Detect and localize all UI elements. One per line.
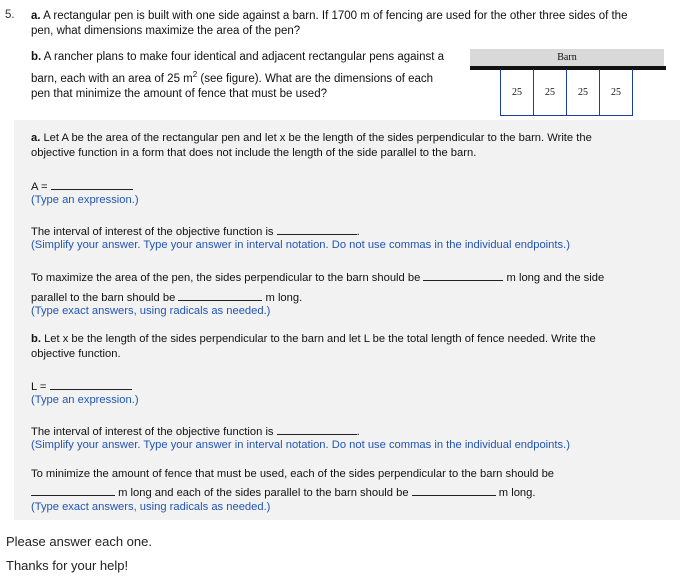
- a-max-text-4: m long.: [265, 292, 303, 304]
- b-min-text-2: m long and each of the sides parallel to the barn should be: [118, 487, 409, 499]
- b-interval-row: The interval of interest of the objective function is .: [31, 422, 360, 440]
- part-b-question-line1: [31, 50, 471, 65]
- a-tag: a.: [31, 132, 41, 144]
- a-objective-input[interactable]: [51, 177, 133, 190]
- a-intro-line1: [31, 131, 592, 146]
- part-b-question-line2: [31, 67, 471, 87]
- a-max-text-2: m long and the side: [506, 272, 605, 284]
- footer-line2: Thanks for your help!: [6, 558, 129, 573]
- part-a-question-line2: pen, what dimensions maximize the area of the pen?: [31, 25, 301, 37]
- pen-label-1: 25: [512, 87, 522, 98]
- a-perpendicular-input[interactable]: [423, 268, 503, 281]
- part-b-text-2a: barn, each with an area of 25 m: [31, 72, 193, 85]
- problem-number: 5.: [5, 9, 15, 21]
- a-parallel-input[interactable]: [178, 288, 262, 301]
- b-interval-text: The interval of interest of the objective function is: [31, 426, 274, 438]
- pen-label-3: 25: [578, 87, 588, 98]
- b-interval-input[interactable]: [277, 422, 357, 435]
- a-max-hint: (Type exact answers, using radicals as needed.): [31, 305, 271, 317]
- part-b-tag: b.: [31, 51, 42, 63]
- part-a-question: [31, 9, 681, 39]
- b-parallel-input[interactable]: [412, 483, 496, 496]
- b-min-hint: (Type exact answers, using radicals as needed.): [31, 501, 271, 513]
- part-b-question-line3: pen that minimize the amount of fence that must be used?: [31, 87, 327, 100]
- barn-label: Barn: [557, 52, 577, 63]
- b-intro-text: Let x be the length of the sides perpendicular to the barn and let L be the total length of fence needed. Write the: [44, 333, 596, 345]
- footer-line1: Please answer each one.: [6, 534, 152, 549]
- part-a-question-line1: [31, 9, 681, 24]
- b-eq-hint: (Type an expression.): [31, 394, 139, 406]
- a-eq-label: A =: [31, 181, 48, 193]
- part-a-tag: a.: [31, 10, 41, 22]
- a-max-text-3: parallel to the barn should be: [31, 292, 176, 304]
- answer-panel: [14, 120, 680, 520]
- a-intro-line2: objective function in a form that does not include the length of the side parallel to the barn.: [31, 147, 477, 159]
- b-intro-line1: [31, 332, 596, 347]
- part-b-sup: 2: [192, 70, 198, 79]
- b-min-line2: [31, 483, 535, 501]
- a-interval-text: The interval of interest of the objective function is: [31, 226, 274, 238]
- b-tag: b.: [31, 333, 41, 345]
- a-max-line1: [31, 268, 604, 286]
- a-interval-row: The interval of interest of the objective function is .: [31, 222, 360, 240]
- a-interval-hint: (Simplify your answer. Type your answer in interval notation. Do not use commas in the individual endpoints.): [31, 239, 570, 251]
- b-interval-hint: (Simplify your answer. Type your answer in interval notation. Do not use commas in the individual endpoints.): [31, 439, 570, 451]
- a-interval-input[interactable]: [277, 222, 357, 235]
- a-intro-text: Let A be the area of the rectangular pen and let x be the length of the sides perpendicular to the barn. Write the: [43, 132, 592, 144]
- a-max-text-1: To maximize the area of the pen, the sides perpendicular to the barn should be: [31, 272, 421, 284]
- b-min-line1: To minimize the amount of fence that must be used, each of the sides perpendicular to the barn should be: [31, 468, 555, 480]
- b-min-text-3: m long.: [498, 487, 536, 499]
- pen-label-2: 25: [545, 87, 555, 98]
- part-b-text-2b: (see figure). What are the dimensions of each: [197, 72, 434, 85]
- pen-label-4: 25: [611, 87, 621, 98]
- part-b-question: [31, 50, 471, 102]
- b-eq-label: L =: [31, 381, 47, 393]
- part-a-text-1: A rectangular pen is built with one side against a barn. If 1700 m of fencing are used for the other three sides of the: [43, 10, 628, 22]
- part-b-text-1: A rancher plans to make four identical and adjacent rectangular pens against a: [43, 51, 444, 63]
- b-perpendicular-input[interactable]: [31, 483, 115, 496]
- b-objective-input[interactable]: [50, 377, 132, 390]
- a-eq-hint: (Type an expression.): [31, 194, 139, 206]
- b-intro-line2: objective function.: [31, 348, 121, 360]
